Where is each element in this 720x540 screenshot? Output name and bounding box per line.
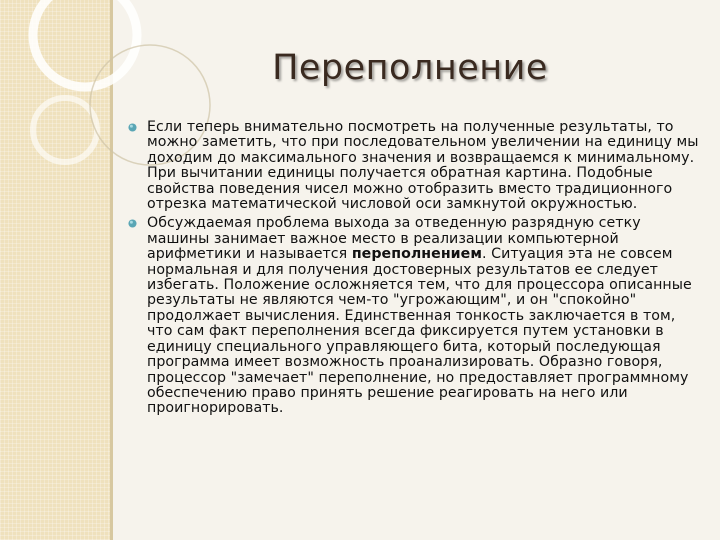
bullet-text-part: . Ситуация эта не совсем нормальная и для получения достоверных результатов ее следует избегать. Положение осложняется тем, что для процессора описанные результаты не являются чем-то "угрожающим", и он "спокойно" продолжает вычисления. Единственная тонкость заключается в том, что сам факт переполнения всегда фиксируется путем установки в единицу специального управляющего бита, который последующая программа имеет возможность проанализировать. Образно говоря, процессор "замечает" переполнение, но предоставляет программному обеспечению право принять решение реагировать на него или проигнорировать. (147, 246, 692, 417)
bullet-text (147, 216, 703, 416)
decorative-circle-small (33, 98, 97, 162)
decorative-circle-large (33, 0, 137, 87)
slide-title: Переполнение (272, 48, 548, 88)
bullet-text: Если теперь внимательно посмотреть на полученные результаты, то можно заметить, что при последовательном увеличении на единицу мы доходим до максимального значения и возвращаемся к минимальному. При вычитании единицы получается обратная картина. Подобные свойства поведения чисел можно отобразить вместо традиционного отрезка математической числовой оси замкнутой окружностью. (147, 119, 699, 213)
bullet-icon (128, 219, 137, 228)
bullet-icon (128, 123, 137, 132)
bullet-text-part: Обсуждаемая проблема выхода за отведенную разрядную сетку машины занимает важное место в реализации компьютерной арифметики и называется (147, 215, 641, 263)
bullet-item (128, 120, 703, 212)
bullet-item (128, 216, 703, 416)
bullet-bold-term: переполнением (351, 246, 482, 263)
slide-content (128, 120, 703, 421)
